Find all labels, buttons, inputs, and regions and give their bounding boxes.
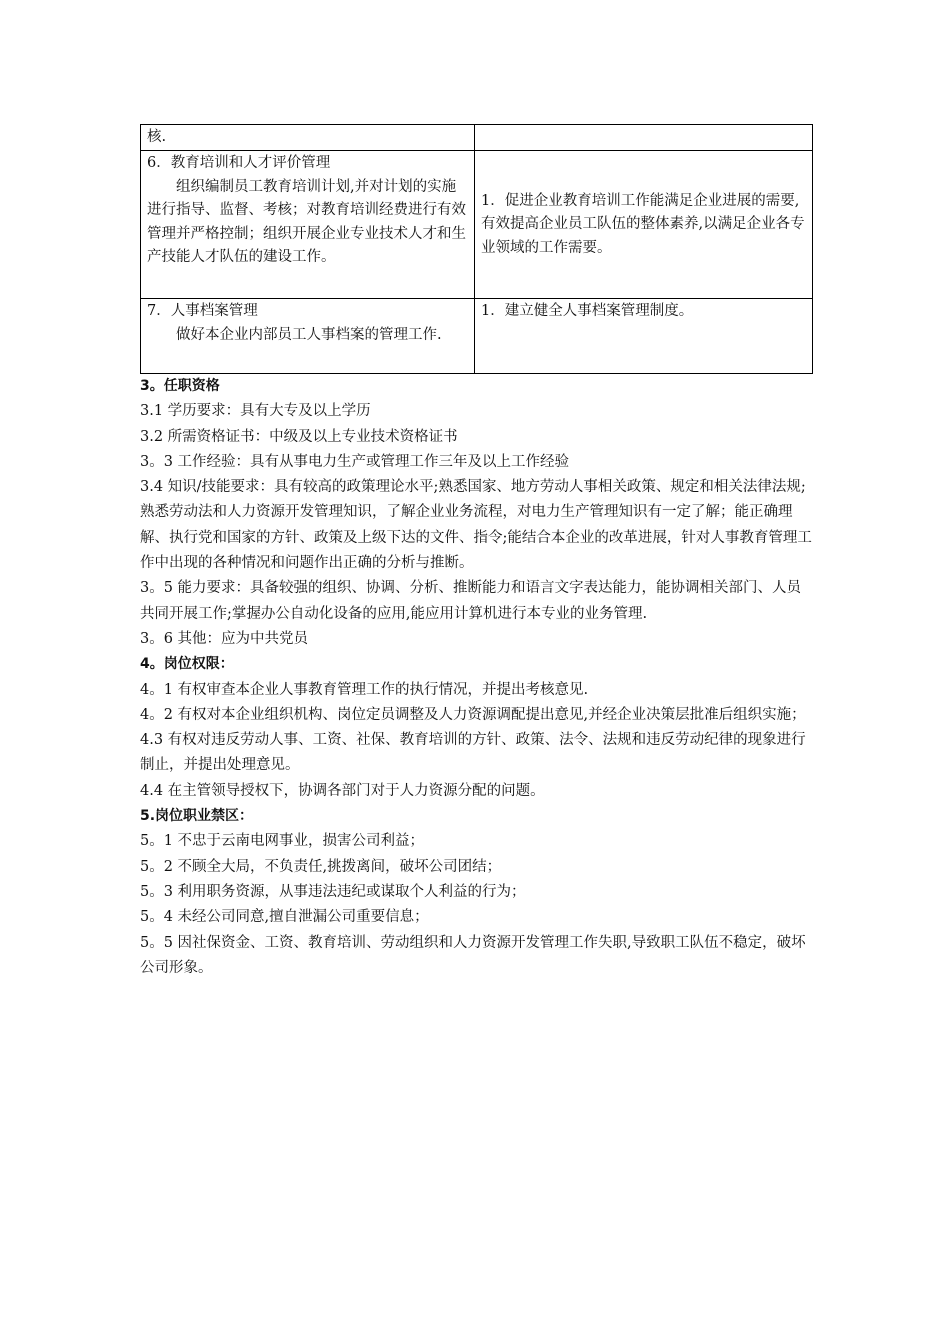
cell-title: 7．人事档案管理 xyxy=(147,303,258,319)
table-row xyxy=(141,299,813,374)
cell-body: 做好本企业内部员工人事档案的管理工作. xyxy=(176,326,442,343)
paragraph: 5。3 利用职务资源，从事违法违纪或谋取个人利益的行为； xyxy=(140,883,526,900)
table-cell-left xyxy=(141,299,475,374)
prohibitions-section xyxy=(140,804,812,981)
paragraph: 5。1 不忠于云南电网事业，损害公司利益； xyxy=(140,833,425,850)
table-cell-right xyxy=(475,299,813,374)
table-cell-left xyxy=(141,125,475,151)
paragraph: 3。3 工作经验：具有从事电力生产或管理工作三年及以上工作经验 xyxy=(140,453,570,470)
section-heading: 4。岗位权限： xyxy=(140,656,234,673)
section-heading: 3。任职资格 xyxy=(140,378,220,394)
duty-table xyxy=(140,124,813,374)
cell-body: 核. xyxy=(147,129,167,145)
paragraph: 4.4 在主管领导授权下，协调各部门对于人力资源分配的问题。 xyxy=(140,782,545,799)
cell-body: 1．建立健全人事档案管理制度。 xyxy=(481,303,694,319)
cell-body: 组织编制员工教育培训计划,并对计划的实施进行指导、监督、考核；对教育培训经费进行有效管理并严格控制；组织开展企业专业技术人才和生产技能人才队伍的建设工作。 xyxy=(147,178,466,265)
paragraph: 3.4 知识/技能要求：具有较高的政策理论水平;熟悉国家、地方劳动人事相关政策、规定和相关法律法规;熟悉劳动法和人力资源开发管理知识，了解企业业务流程，对电力生产管理知识有一定了解；能正确理解、执行党和国家的方针、政策及上级下达的文件、指令;能结合本企业的改革进展，针对人事教育管理工作中出现的各种情况和问题作出正确的分析与推断。 xyxy=(140,479,812,572)
paragraph: 3。5 能力要求：具备较强的组织、协调、分析、推断能力和语言文字表达能力，能协调相关部门、人员共同开展工作;掌握办公自动化设备的应用,能应用计算机进行本专业的业务管理. xyxy=(140,580,802,622)
paragraph: 4。2 有权对本企业组织机构、岗位定员调整及人力资源调配提出意见,并经企业决策层批准后组织实施； xyxy=(140,706,806,723)
paragraph: 5。4 未经公司同意,擅自泄漏公司重要信息； xyxy=(140,909,429,926)
paragraph: 3.1 学历要求：具有大专及以上学历 xyxy=(140,403,371,420)
qualifications-section xyxy=(140,374,812,652)
table-cell-left xyxy=(141,151,475,299)
paragraph: 4.3 有权对违反劳动人事、工资、社保、教育培训的方针、政策、法令、法规和违反劳动纪律的现象进行制止，并提出处理意见。 xyxy=(140,732,806,774)
table-row xyxy=(141,125,813,151)
table-cell-right xyxy=(475,125,813,151)
cell-title: 6．教育培训和人才评价管理 xyxy=(147,155,331,171)
table-row xyxy=(141,151,813,299)
authority-section xyxy=(140,652,812,804)
section-heading: 5.岗位职业禁区： xyxy=(140,808,254,825)
paragraph: 4。1 有权审查本企业人事教育管理工作的执行情况，并提出考核意见. xyxy=(140,681,589,698)
paragraph: 3.2 所需资格证书：中级及以上专业技术资格证书 xyxy=(140,428,458,445)
paragraph: 5。2 不顾全大局，不负责任,挑拨离间，破坏公司团结； xyxy=(140,858,502,875)
table-cell-right xyxy=(475,151,813,299)
paragraph: 5。5 因社保资金、工资、教育培训、劳动组织和人力资源开发管理工作失职,导致职工队伍不稳定，破坏公司形象。 xyxy=(140,934,806,976)
paragraph: 3。6 其他：应为中共党员 xyxy=(140,630,309,647)
cell-body: 1．促进企业教育培训工作能满足企业进展的需要,有效提高企业员工队伍的整体素养,以满足企业各专业领域的工作需要。 xyxy=(481,192,805,256)
document-page xyxy=(140,124,812,981)
